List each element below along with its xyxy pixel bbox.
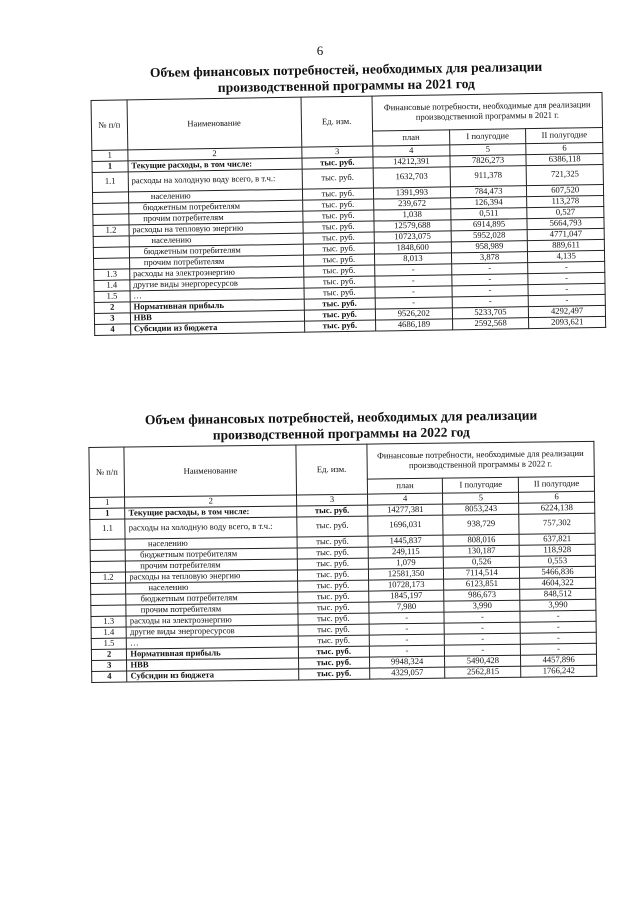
index-cell: 6 (519, 491, 595, 503)
row-plan: 4686,189 (376, 318, 453, 330)
row-unit: тыс. руб. (304, 298, 376, 310)
row-num (91, 594, 126, 605)
row-num (91, 583, 126, 594)
row-h1: 7114,514 (444, 567, 520, 579)
index-cell: 3 (301, 146, 373, 158)
row-plan: 1,079 (368, 557, 444, 569)
header-plan: план (367, 478, 443, 494)
row-plan: - (375, 285, 452, 297)
row-plan: 14212,391 (373, 155, 450, 167)
row-plan: - (375, 296, 452, 308)
row-num (92, 192, 128, 204)
row-h2: - (528, 261, 605, 273)
row-unit: тыс. руб. (303, 265, 375, 277)
row-num (90, 539, 125, 550)
row-unit: тыс. руб. (299, 657, 370, 669)
row-unit: тыс. руб. (304, 287, 376, 299)
row-plan: - (369, 645, 445, 657)
index-cell: 2 (128, 147, 302, 160)
row-unit: тыс. руб. (298, 580, 369, 592)
header-h1: I полугодие (449, 129, 526, 145)
row-h1: 5952,028 (451, 229, 528, 241)
header-h2: II полугодие (519, 476, 595, 492)
row-h2: 6224,138 (519, 502, 595, 514)
row-plan: - (369, 634, 445, 646)
row-name: прочим потребителям (126, 603, 298, 616)
row-unit: тыс. руб. (304, 320, 376, 332)
row-plan: - (375, 263, 452, 275)
row-h1: - (445, 644, 521, 656)
row-h2: 4771,047 (527, 228, 604, 240)
row-plan: 1696,031 (367, 515, 443, 536)
row-num: 1.5 (91, 638, 126, 649)
row-plan: 239,672 (374, 197, 451, 209)
row-name: расходы на холодную воду всего, в т.ч.: (128, 169, 302, 192)
header-num: № п/п (89, 447, 125, 497)
row-name: прочим потребителям (126, 559, 298, 572)
row-h1: 0,511 (450, 207, 527, 219)
row-h2: 5466,836 (520, 566, 596, 578)
index-cell: 5 (443, 492, 519, 504)
header-name: Наименование (124, 445, 296, 497)
table-body (89, 441, 597, 682)
row-h1: 8053,243 (443, 503, 519, 515)
row-plan: - (369, 623, 445, 635)
row-num (91, 605, 126, 616)
row-name: расходы на холодную воду всего, в т.ч.: (125, 517, 297, 539)
row-name: Текущие расходы, в том числе: (128, 158, 302, 172)
row-unit: тыс. руб. (303, 254, 375, 266)
row-h2: 4604,322 (520, 577, 596, 589)
row-num (93, 236, 129, 248)
row-name: расходы на электроэнергию (126, 614, 298, 627)
row-h1: - (452, 273, 529, 285)
row-h1: - (452, 284, 529, 296)
row-num (93, 247, 129, 259)
row-name: бюджетным потребителям (128, 200, 302, 214)
row-name: населению (129, 233, 303, 247)
row-unit: тыс. руб. (303, 243, 375, 255)
finance-table-2022 (88, 441, 597, 683)
row-plan: 249,115 (368, 546, 444, 558)
row-num: 2 (91, 649, 126, 660)
row-h2: 0,553 (519, 555, 595, 567)
row-num: 1.4 (94, 279, 130, 291)
row-plan: 4329,057 (369, 667, 445, 679)
table-title-2022: Объем финансовых потребностей, необходимых для реализации производственной программы на 2022 год (144, 407, 538, 443)
row-h2: - (520, 610, 596, 622)
row-h2: 2093,621 (529, 316, 606, 328)
row-unit: тыс. руб. (302, 221, 374, 233)
row-h1: 0,526 (444, 556, 520, 568)
row-h2: 757,302 (519, 513, 595, 534)
row-h1: - (451, 262, 528, 274)
index-cell: 4 (373, 145, 450, 157)
row-unit: тыс. руб. (297, 569, 368, 581)
row-plan: - (375, 274, 452, 286)
row-name: Нормативная прибыль (127, 647, 299, 660)
row-unit: тыс. руб. (298, 613, 369, 625)
row-h2: 889,611 (528, 239, 605, 251)
row-num (94, 258, 130, 270)
index-cell: 1 (90, 497, 125, 508)
row-h1: 6123,851 (444, 578, 520, 590)
header-unit: Ед. изм. (296, 444, 367, 495)
index-cell: 6 (526, 142, 603, 154)
page-number: 6 (316, 43, 324, 58)
row-name: другие виды энергоресурсов (130, 277, 304, 291)
row-h2: - (520, 632, 596, 644)
row-unit: тыс. руб. (303, 276, 375, 288)
row-plan: - (369, 612, 445, 624)
table-title-2021: Объем финансовых потребностей, необходимых для реализации производственной программы на 2021 год (149, 58, 543, 95)
row-name: бюджетным потребителям (129, 244, 303, 258)
row-h2: 4292,497 (529, 305, 606, 317)
row-unit: тыс. руб. (297, 505, 368, 517)
row-name: населению (128, 189, 302, 203)
row-h1: 958,989 (451, 240, 528, 252)
row-name: прочим потребителям (129, 211, 303, 225)
header-unit: Ед. изм. (301, 96, 373, 147)
row-name: бюджетным потребителям (126, 548, 298, 561)
row-h1: - (445, 622, 521, 634)
row-h2: 5664,793 (527, 217, 604, 229)
row-num: 3 (92, 660, 127, 671)
row-unit: тыс. руб. (299, 668, 370, 680)
row-name: Текущие расходы, в том числе: (125, 506, 297, 519)
row-name: расходы на тепловую энергию (126, 570, 298, 583)
row-h2: 3,990 (520, 599, 596, 611)
header-fin: Финансовые потребности, необходимые для реализации производственной программы в 2022 г. (367, 441, 595, 479)
row-h2: 848,512 (520, 588, 596, 600)
row-num: 1 (92, 161, 128, 173)
row-h1: 5490,428 (445, 655, 521, 667)
row-num: 4 (92, 671, 127, 682)
index-cell: 1 (92, 150, 128, 161)
row-num: 1.2 (90, 572, 125, 583)
header-num: № п/п (91, 100, 128, 151)
row-num: 1.2 (93, 225, 129, 237)
row-h2: 118,928 (519, 544, 595, 556)
row-h1: 5233,705 (452, 306, 529, 318)
header-h2: II полугодие (526, 127, 603, 143)
row-h2: - (528, 283, 605, 295)
row-h1: 6914,895 (451, 218, 528, 230)
row-h1: - (445, 633, 521, 645)
table-section-2021 (90, 58, 606, 336)
row-num: 1.1 (90, 519, 126, 539)
row-num: 1 (90, 508, 125, 519)
row-plan: 1632,703 (373, 166, 450, 187)
row-num (90, 561, 125, 572)
row-h2: 607,520 (527, 184, 604, 196)
row-h1: 7826,273 (450, 154, 527, 166)
header-plan: план (373, 130, 450, 146)
table-body (91, 92, 606, 335)
row-num: 1.4 (91, 627, 126, 638)
row-plan: 7,980 (369, 601, 445, 613)
row-plan: 9526,202 (375, 307, 452, 319)
row-name: Нормативная прибыль (130, 299, 304, 313)
header-name: Наименование (127, 97, 302, 150)
index-cell: 5 (449, 144, 526, 156)
row-h2: 4457,896 (521, 654, 597, 666)
row-unit: тыс. руб. (303, 232, 375, 244)
row-unit: тыс. руб. (297, 558, 368, 570)
row-name: Субсидии из бюджета (127, 669, 299, 682)
row-unit: тыс. руб. (302, 199, 374, 211)
row-h1: 126,394 (450, 196, 527, 208)
row-h1: 986,673 (444, 589, 520, 601)
row-name: другие виды энергоресурсов (126, 625, 298, 638)
row-num: 1.1 (92, 172, 128, 193)
header-h1: I полугодие (443, 477, 519, 493)
row-plan: 14277,381 (367, 504, 443, 516)
row-h1: - (444, 611, 520, 623)
row-plan: 1391,993 (373, 186, 450, 198)
row-plan: 1445,837 (368, 535, 444, 547)
row-h1: 808,016 (443, 534, 519, 546)
row-plan: 1845,197 (368, 590, 444, 602)
index-cell: 3 (297, 494, 368, 505)
row-plan: 1848,600 (374, 241, 451, 253)
row-num (90, 550, 125, 561)
row-h1: 784,473 (450, 185, 527, 197)
row-unit: тыс. руб. (298, 602, 369, 614)
row-unit: тыс. руб. (298, 624, 369, 636)
row-plan: 1,038 (374, 208, 451, 220)
row-h2: - (528, 272, 605, 284)
row-h1: 3,990 (444, 600, 520, 612)
row-name: населению (125, 537, 297, 550)
row-name: … (127, 636, 299, 649)
finance-table-2021 (91, 92, 607, 336)
row-unit: тыс. руб. (302, 188, 374, 200)
row-unit: тыс. руб. (297, 547, 368, 559)
row-h1: 938,729 (443, 514, 519, 535)
row-h1: 2592,568 (452, 317, 529, 329)
row-name: НВВ (127, 658, 299, 671)
row-h2: 721,325 (526, 164, 603, 185)
row-name: расходы на электроэнергию (129, 266, 303, 280)
row-unit: тыс. руб. (302, 168, 374, 189)
row-name: Субсидии из бюджета (130, 321, 304, 335)
row-num: 1.3 (94, 268, 130, 280)
row-num: 3 (94, 312, 130, 324)
row-num: 1.3 (91, 616, 126, 627)
row-num: 4 (95, 323, 131, 335)
row-plan: 10723,075 (374, 230, 451, 242)
row-num (93, 214, 129, 226)
row-unit: тыс. руб. (297, 536, 368, 548)
row-name: прочим потребителям (129, 255, 303, 269)
row-h2: 4,135 (528, 250, 605, 262)
row-h2: 113,278 (527, 195, 604, 207)
row-plan: 12581,350 (368, 568, 444, 580)
row-h2: - (521, 643, 597, 655)
row-num: 2 (94, 301, 130, 313)
row-h1: 2562,815 (445, 666, 521, 678)
row-name: бюджетным потребителям (126, 592, 298, 605)
row-unit: тыс. руб. (297, 516, 368, 537)
row-unit: тыс. руб. (298, 591, 369, 603)
index-cell: 4 (367, 493, 443, 505)
row-num (93, 203, 129, 215)
row-name: населению (126, 581, 298, 594)
row-h2: - (520, 621, 596, 633)
row-name: НВВ (130, 310, 304, 324)
row-plan: 9948,324 (369, 656, 445, 668)
row-h2: 637,821 (519, 533, 595, 545)
row-plan: 12579,688 (374, 219, 451, 231)
row-unit: тыс. руб. (298, 646, 369, 658)
row-h2: 0,527 (527, 206, 604, 218)
row-h1: 911,378 (450, 165, 527, 186)
row-h2: 1766,242 (521, 665, 597, 677)
row-name: расходы на тепловую энергию (129, 222, 303, 236)
row-num: 1.5 (94, 290, 130, 302)
row-unit: тыс. руб. (304, 309, 376, 321)
row-unit: тыс. руб. (302, 210, 374, 222)
row-h2: 6386,118 (526, 153, 603, 165)
row-plan: 8,013 (375, 252, 452, 264)
row-unit: тыс. руб. (298, 635, 369, 647)
row-plan: 10728,173 (368, 579, 444, 591)
row-h1: 3,878 (451, 251, 528, 263)
row-name: … (130, 288, 304, 302)
table-section-2022 (88, 407, 597, 683)
row-h2: - (528, 294, 605, 306)
row-unit: тыс. руб. (301, 157, 373, 169)
row-h1: 130,187 (444, 545, 520, 557)
header-fin: Финансовые потребности, необходимые для реализации производственной программы в 2021 г. (372, 92, 602, 131)
row-h1: - (452, 295, 529, 307)
index-cell: 2 (125, 495, 297, 508)
